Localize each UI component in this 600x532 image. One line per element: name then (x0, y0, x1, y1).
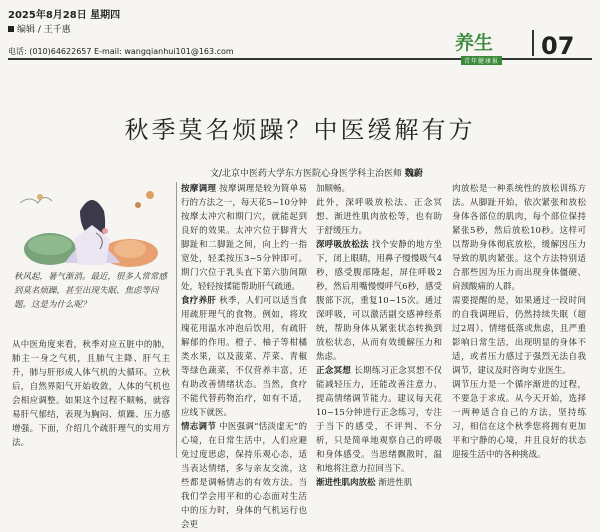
paragraph: 调节压力是一个循序渐进的过程，不要急于求成。从今天开始，选择一两种适合自己的方法，坚持练习，相信在这个秋季您将拥有更加平和宁静的心境，并且良好的状态迎接生活中的各种挑战。 (452, 380, 586, 460)
byline-author: 魏蔚 (404, 169, 423, 179)
issue-date: 2025年8月28日 星期四 (8, 10, 121, 21)
paragraph (316, 364, 442, 476)
subheading-diet: 食疗养肝 (181, 296, 217, 306)
contact-info: 电话: (010)64622657 E-mail: wangqianhui101@163.com (8, 47, 234, 56)
byline-prefix: 文/北京中医药大学东方医院心身医学科主治医师 (210, 169, 405, 179)
subheading-emotion: 情志调节 (181, 422, 217, 432)
editor-credit (8, 22, 71, 35)
column-1 (12, 338, 170, 458)
editor-label: 编辑 / 王千惠 (17, 25, 71, 35)
section-subtitle: 青年健康报 (461, 56, 502, 65)
paragraph-text: 找个安静的地方坐下，闭上眼睛，用鼻子慢慢吸气4秒，感受腹部隆起，屏住呼吸2秒，然后用嘴慢慢呼气6秒，感受腹部下沉，重复10~15次。通过深呼吸，可以激活副交感神经系统，帮助身体从紧张状态转换到放松状态，从而有效缓解压力和焦虑。 (316, 240, 442, 362)
paragraph-text: 中医强调“恬淡虚无”的心境，在日常生活中，人们应避免过度思虑，保持乐观心态，适当表达情绪，多与亲友交流，这些都是调畅情志的有效方法。当我们学会用平和的心态面对生活中的压力时，身体的气机运行也会更 (181, 422, 307, 530)
paragraph (316, 238, 442, 364)
paragraph: 加顺畅。 (316, 184, 351, 194)
subheading-relaxation: 渐进性肌肉放松 (316, 478, 376, 488)
column-divider (176, 182, 177, 458)
paragraph (181, 420, 307, 532)
column-4 (452, 182, 586, 458)
subheading-meditation: 正念冥想 (316, 366, 352, 376)
column-3 (316, 182, 442, 488)
byline (210, 166, 423, 179)
section-title: 养生 (455, 32, 494, 54)
section-logo (455, 30, 529, 65)
illustration-caption: 秋风起，暑气渐消。最近，很多人常常感到莫名烦躁，甚至出现失眠、焦虑等问题。这是为什么呢？ (14, 272, 168, 310)
paragraph-text: 秋季，人们可以适当食用疏肝理气的食物。例如，将玫瑰花用温水冲泡后饮用，有疏肝解郁的作用。橙子、柚子等柑橘类水果，以及菠菜、芹菜、青椒等绿色蔬菜，不仅营养丰富，还有助改善情绪状态。当然，食疗不能代替药物治疗，如有不适，应线下就医。 (181, 296, 307, 418)
header-divider (532, 30, 534, 56)
paragraph: 肉放松是一种系统性的放松训练方法。从脚趾开始，依次紧张和放松身体各部位的肌肉，每个部位保持紧张5秒，然后放松10秒。这样可以帮助身体彻底放松，缓解因压力导致的肌肉紧张。这个方法特别适合那些因为压力而出现身体僵硬、肩颈酸痛的人群。 (452, 184, 586, 292)
paragraph (181, 182, 307, 294)
paragraph: 需要提醒的是，如果通过一段时间的自我调理后，仍然持续失眠（超过2周）、情绪低落或焦虑，且严重影响日常生活，出现明显的身体不适，或者压力感过于强烈无法自我调节，建议及时咨询专业医生。 (452, 296, 586, 376)
paragraph-text: 渐进性肌 (375, 478, 413, 488)
paragraph-text: 按摩调理是较为简单易行的方法之一，每天花5~10分钟按摩太冲穴和期门穴，就能起到良好的效果。太冲穴位于脚背大脚趾和二脚趾之间，向上约一指宽处，轻柔按压3~5分钟即可。期门穴位于乳头直下第六肋间隙处，轻轻按揉能帮助肝气疏通。 (181, 184, 307, 292)
subheading-massage: 按摩调理 (181, 184, 217, 194)
paragraph (316, 476, 442, 490)
column-2 (181, 182, 307, 530)
square-bullet-icon (8, 26, 14, 32)
headline: 秋季莫名烦躁？中医缓解有方 (124, 116, 476, 144)
paragraph: 此外，深呼吸放松法、正念冥想、渐进性肌肉放松等，也有助于舒缓压力。 (316, 198, 442, 236)
page-number: 07 (541, 32, 575, 60)
paragraph (181, 294, 307, 420)
subheading-breathing: 深呼吸放松法 (316, 240, 369, 250)
header-rule (8, 58, 592, 60)
paragraph-text: 长期练习正念冥想不仅能减轻压力，还能改善注意力、提高情绪调节能力。建议每天花10~15分钟进行正念练习，专注于当下的感受，不评判、不分析，只是简单地观察自己的呼吸和身体感受。当思绪飘散时，温和地将注意力拉回当下。 (316, 366, 442, 474)
autumn-woman-illustration (10, 183, 172, 269)
intro-paragraph: 从中医角度来看，秋季对应五脏中的肺，肺主一身之气机，且肺气主降、肝气主升，肺与肝形成人体气机的大循环。立秋后，自然界阳气开始收敛，人体的气机也会相应调整。如果这个过程不顺畅，就容易肝气郁结，表现为胸闷、烦躁、压力感增强。下面，介绍几个疏肝理气的实用方法。 (12, 340, 170, 448)
